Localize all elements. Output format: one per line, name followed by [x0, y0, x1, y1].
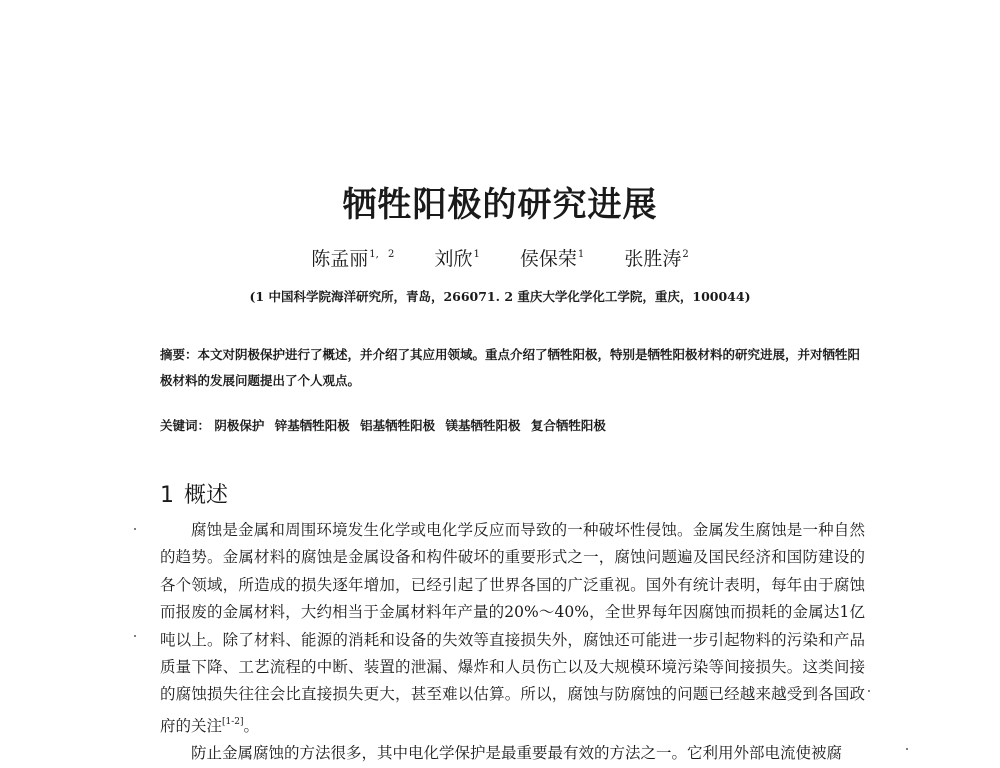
citation: [1-2]	[222, 716, 244, 727]
section-heading	[160, 481, 228, 511]
scan-speck	[906, 748, 908, 750]
keyword: 复合牺牲阳极	[530, 418, 606, 433]
scan-speck	[134, 635, 136, 637]
author-list	[0, 242, 1000, 272]
author	[624, 248, 688, 270]
author	[520, 248, 584, 270]
scan-speck	[868, 690, 870, 692]
section-number: 1	[160, 483, 174, 508]
keywords	[160, 415, 865, 437]
author-name: 侯保荣	[519, 248, 577, 270]
section-title: 概述	[184, 483, 229, 508]
scan-speck	[134, 528, 136, 530]
author-affiliation-mark: 1	[577, 249, 585, 260]
author-affiliation-mark: 1	[473, 249, 480, 260]
author-affiliation-mark: 1, 2	[369, 249, 395, 260]
author	[434, 248, 479, 270]
author-name: 刘欣	[434, 248, 473, 270]
author-affiliation-mark: 2	[682, 249, 689, 260]
keywords-label: 关键词：	[160, 418, 211, 433]
section-body	[160, 517, 865, 768]
keyword: 锌基牺牲阳极	[274, 418, 350, 433]
keyword: 阴极保护	[214, 418, 265, 433]
author-name: 张胜涛	[624, 248, 682, 270]
paper-title: 牺牲阳极的研究进展	[342, 185, 658, 225]
author-name: 陈孟丽	[311, 248, 369, 270]
abstract: 摘要：本文对阴极保护进行了概述，并介绍了其应用领域。重点介绍了牺牲阳极，特别是牺牲阳极材料的研究进展，并对牺牲阳极材料的发展问题提出了个人观点。	[160, 347, 861, 388]
author	[311, 248, 394, 270]
keyword: 铝基牺牲阳极	[360, 418, 436, 433]
affiliations: (1 中国科学院海洋研究所，青岛，266071. 2 重庆大学化学化工学院，重庆，100044)	[249, 289, 751, 304]
paragraph: 腐蚀是金属和周围环境发生化学或电化学反应而导致的一种破坏性侵蚀。金属发生腐蚀是一种自然的趋势。金属材料的腐蚀是金属设备和构件破坏的重要形式之一，腐蚀问题遍及国民经济和国防建设的各个领域，所造成的损失逐年增加，已经引起了世界各国的广泛重视。国外有统计表明，每年由于腐蚀而报废的金属材料，大约相当于金属材料年产量的20%～40%，全世界每年因腐蚀而损耗的金属达1亿吨以上。除了材料、能源的消耗和设备的失效等直接损失外，腐蚀还可能进一步引起物料的污染和产品质量下降、工艺流程的中断、装置的泄漏、爆炸和人员伤亡以及大规模环境污染等间接损失。这类间接的腐蚀损失往往会比直接损失更大，甚至难以估算。所以，腐蚀与防腐蚀的问题已经越来越受到各国政府的关注[1-2]。	[160, 521, 865, 735]
keyword: 镁基牺牲阳极	[445, 418, 521, 433]
paragraph: 防止金属腐蚀的方法很多，其中电化学保护是最重要最有效的方法之一。它利用外部电流使被腐	[191, 744, 843, 763]
